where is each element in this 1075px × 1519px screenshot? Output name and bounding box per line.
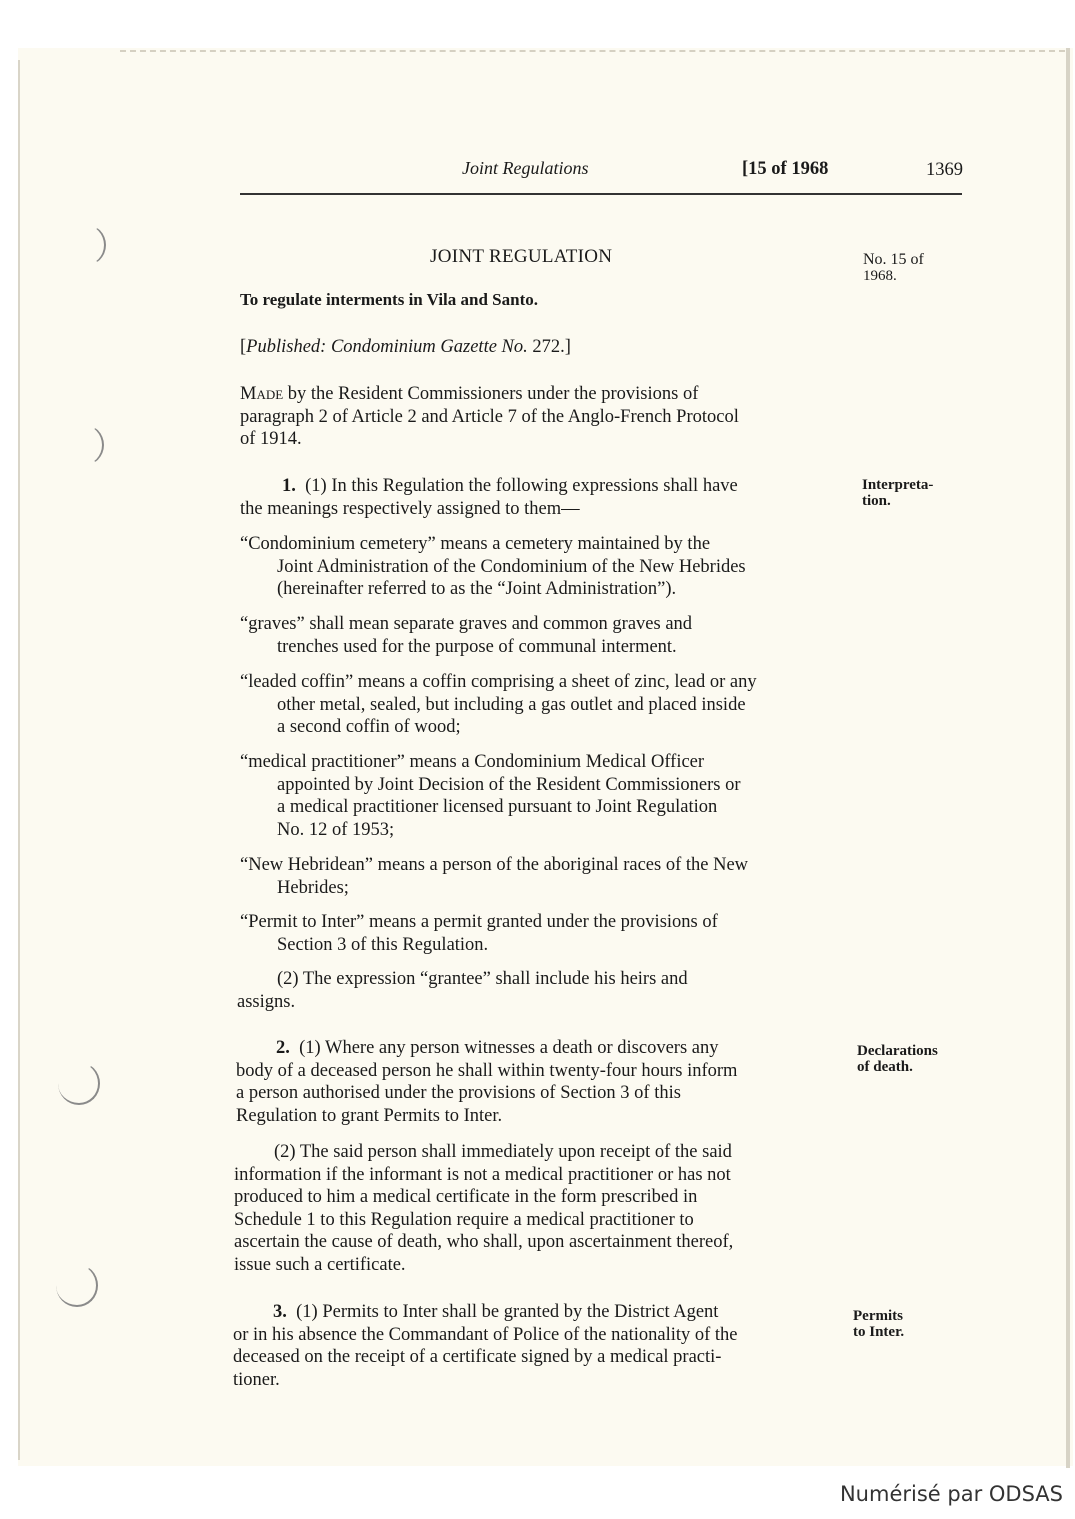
section-3-subsection-1: 3. (1) Permits to Inter shall be granted by the District Agent or in his absence the Commandant of Police of the nationality of the deceased on the receipt of a certificate signed by a medical practi- tioner.: [233, 1302, 738, 1390]
section-1-subsection-2: (2) The expression “grantee” shall include his heirs and assigns.: [237, 969, 688, 1012]
section-1-intro: 1. (1) In this Regulation the following expressions shall have the meanings respectively assigned to them—: [240, 476, 738, 519]
publication-reference: [Published: Condominium Gazette No. 272.]: [240, 337, 571, 357]
margin-note-declarations: Declarations of death.: [857, 1043, 938, 1075]
definition-condominium-cemetery: “Condominium cemetery” means a cemetery maintained by the Joint Administration of the Condominium of the New Hebrides (hereinafter referred to as the “Joint Administration”).: [240, 534, 746, 599]
punch-hole-mark: [64, 224, 106, 266]
margin-note-regulation-no: No. 15 of 1968.: [863, 251, 924, 284]
running-number: [15 of 1968: [742, 159, 829, 179]
page-number: 1369: [926, 160, 963, 180]
definition-permit-to-inter: “Permit to Inter” means a permit granted under the provisions of Section 3 of this Regulation.: [240, 912, 718, 955]
document-subtitle: To regulate interments in Vila and Santo.: [240, 290, 539, 309]
preamble: Made by the Resident Commissioners under the provisions of paragraph 2 of Article 2 and Article 7 of the Anglo-French Protocol of 1914.: [240, 384, 739, 449]
page-right-edge: [1066, 48, 1070, 1468]
definition-leaded-coffin: “leaded coffin” means a coffin comprising a sheet of zinc, lead or any other metal, sealed, but including a gas outlet and placed inside a second coffin of wood;: [240, 672, 757, 737]
section-2-subsection-1: 2. (1) Where any person witnesses a death or discovers any body of a deceased person he shall within twenty-four hours inform a person authorised under the provisions of Section 3 of this Regulation to grant Permits to Inter.: [236, 1038, 738, 1126]
punch-hole-mark: [56, 1264, 98, 1307]
definition-graves: “graves” shall mean separate graves and common graves and trenches used for the purpose of communal interment.: [240, 614, 693, 657]
digitization-credit: Numérisé par ODSAS: [839, 1482, 1063, 1506]
punch-hole-mark: [58, 1062, 100, 1105]
section-2-subsection-2: (2) The said person shall immediately upon receipt of the said information if the informant is not a medical practitioner or has not produced to him a medical certificate in the form prescribed in Schedule 1 to this Regulation require a medical practitioner to ascertain the cause of death, who shall, upon ascertainment thereof, issue such a certificate.: [234, 1142, 734, 1275]
document-title: JOINT REGULATION: [430, 246, 613, 267]
margin-note-permits: Permits to Inter.: [853, 1308, 905, 1340]
margin-note-interpretation: Interpreta- tion.: [862, 477, 934, 509]
page-left-edge: [18, 60, 20, 1460]
header-rule: [240, 193, 962, 195]
definition-medical-practitioner: “medical practitioner” means a Condominium Medical Officer appointed by Joint Decision of the Resident Commissioners or a medical practitioner licensed pursuant to Joint Regulation No. 12 of 1953;: [240, 752, 741, 840]
punch-hole-mark: [62, 424, 104, 466]
running-title: Joint Regulations: [462, 158, 589, 178]
definition-new-hebridean: “New Hebridean” means a person of the aboriginal races of the New Hebrides;: [240, 855, 749, 898]
page-top-edge: [120, 50, 1065, 54]
